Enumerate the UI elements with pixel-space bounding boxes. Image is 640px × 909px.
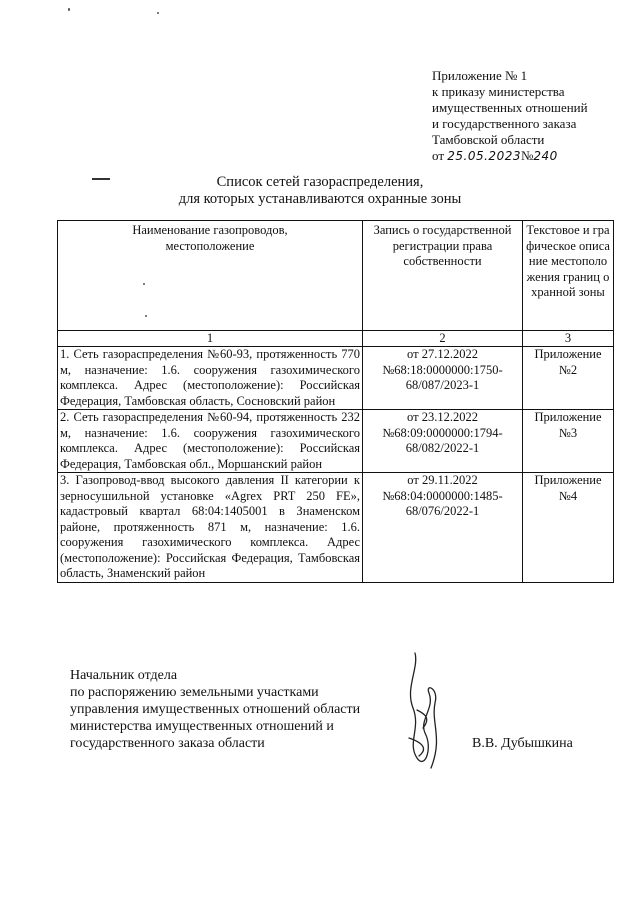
- title-line: Список сетей газораспределения,: [216, 174, 424, 190]
- cell-name: 1. Сеть газораспределения №60-93, протяженность 770 м, назначение: 1.6. сооружения газохимического комплекса. Адрес (местоположение): Российская Федерация, Тамбовская область, Сосновский район: [58, 347, 363, 410]
- column-number: 2: [363, 331, 523, 347]
- date-prefix: от: [432, 148, 445, 163]
- position-line: управления имущественных отношений области: [70, 702, 361, 717]
- handwritten-date: 25.05.2023: [447, 149, 521, 163]
- number-prefix: №: [520, 148, 534, 163]
- cell-description: Приложение №3: [523, 410, 614, 473]
- cell-name: 3. Газопровод-ввод высокого давления II категории к зерносушильной установке «Agrex PRT 250 FE», кадастровый квартал 68:04:1405001 в Знаменском районе, протяженность 871 м, назначение: 1.6. сооружения газохимического комплекса. Адрес (местоположение): Российская Федерация, Тамбовская область, Знаменский район: [58, 473, 363, 583]
- header-registration: Запись о государственной регистрации права собственности: [363, 221, 523, 331]
- handwritten-signature: [395, 648, 455, 783]
- header-name: Наименование газопроводов, местоположение: [58, 221, 363, 331]
- signatory-name: В.В. Дубышкина: [472, 736, 573, 751]
- column-number-row: [58, 331, 614, 347]
- table-row: [58, 347, 614, 410]
- appendix-line: Приложение № 1: [432, 68, 528, 83]
- scan-speck: [157, 12, 159, 14]
- appendix-line: имущественных отношений: [432, 100, 588, 115]
- cell-registration: от 29.11.2022 №68:04:0000000:1485-68/076/2022-1: [363, 473, 523, 583]
- page-title: [0, 174, 640, 208]
- column-number: 3: [523, 331, 614, 347]
- cell-name: 2. Сеть газораспределения №60-94, протяженность 232 м, назначение: 1.6. сооружения газохимического комплекса. Адрес (местоположение): Российская Федерация, Тамбовская обл., Моршанский район: [58, 410, 363, 473]
- appendix-date-line: [432, 148, 632, 164]
- cell-description: Приложение №4: [523, 473, 614, 583]
- position-line: Начальник отдела: [70, 668, 178, 683]
- appendix-block: [432, 68, 632, 164]
- position-line: государственного заказа области: [70, 736, 265, 751]
- appendix-line: к приказу министерства: [432, 84, 565, 99]
- cell-registration: от 23.12.2022 №68:09:0000000:1794-68/082/2022-1: [363, 410, 523, 473]
- appendix-line: Тамбовской области: [432, 132, 545, 147]
- position-line: министерства имущественных отношений и: [70, 719, 334, 734]
- cell-registration: от 27.12.2022 №68:18:0000000:1750-68/087/2023-1: [363, 347, 523, 410]
- position-line: по распоряжению земельными участками: [70, 685, 319, 700]
- table-header-row: [58, 221, 614, 331]
- table-row: [58, 473, 614, 583]
- handwritten-number: 240: [533, 149, 558, 163]
- title-line: для которых устанавливаются охранные зоны: [178, 191, 462, 207]
- cell-description: Приложение №2: [523, 347, 614, 410]
- header-description: Текстовое и графическое описание местоположения границ охранной зоны: [523, 221, 614, 331]
- table-row: [58, 410, 614, 473]
- appendix-line: и государственного заказа: [432, 116, 577, 131]
- column-number: 1: [58, 331, 363, 347]
- gas-networks-table: [57, 220, 614, 583]
- scan-speck: [68, 8, 70, 11]
- signatory-position: [70, 667, 360, 752]
